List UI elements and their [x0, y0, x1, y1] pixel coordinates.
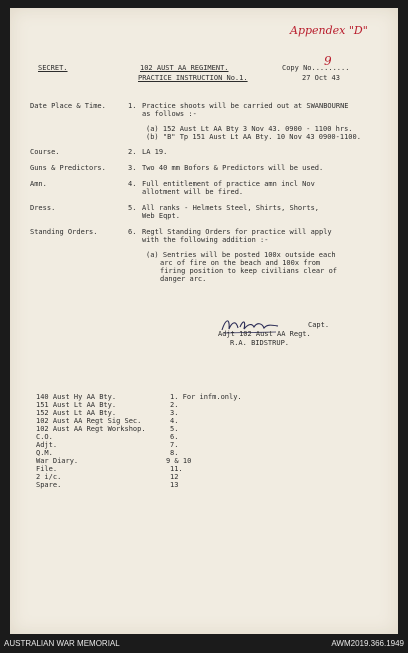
distribution-recipient: Spare.: [36, 481, 62, 489]
item-number: 4.: [128, 180, 137, 188]
item-number: 1.: [128, 102, 137, 110]
signatory-name: R.A. BIDSTRUP.: [230, 339, 290, 347]
distribution-copy: 6.: [170, 433, 179, 441]
security-classification: SECRET.: [38, 64, 68, 72]
item-sub-line: (a) 152 Aust Lt AA Bty 3 Nov 43. 0900 - 1100 hrs.: [146, 125, 353, 133]
distribution-recipient: 151 Aust Lt AA Bty.: [36, 401, 117, 409]
distribution-copy: 9 & 10: [166, 457, 192, 465]
item-number: 2.: [128, 148, 137, 156]
item-number: 3.: [128, 164, 137, 172]
item-label: Standing Orders.: [30, 228, 98, 236]
distribution-recipient: Adjt.: [36, 441, 58, 449]
distribution-copy: 11.: [170, 465, 183, 473]
signatory-appointment: Adjt 102 Aust AA Regt.: [218, 330, 311, 338]
distribution-copy: 3.: [170, 409, 179, 417]
archive-footer: [0, 634, 408, 653]
item-text-line: Two 40 mm Bofors & Predictors will be used.: [142, 164, 324, 172]
distribution-recipient: 102 Aust AA Regt Workshop.: [36, 425, 146, 433]
document-page: [10, 8, 398, 634]
item-text-line: Regtl Standing Orders for practice will apply: [142, 228, 332, 236]
distribution-copy: 5.: [170, 425, 179, 433]
distribution-recipient: 102 Aust AA Regt Sig Sec.: [36, 417, 142, 425]
item-text-line: Full entitlement of practice amn incl Nov: [142, 180, 315, 188]
item-number: 5.: [128, 204, 137, 212]
item-text-line: with the following addition :-: [142, 236, 269, 244]
item-text-line: Practice shoots will be carried out at SWANBOURNE: [142, 102, 349, 110]
document-date: 27 Oct 43: [302, 74, 340, 82]
distribution-copy: 8.: [170, 449, 179, 457]
archive-name: AUSTRALIAN WAR MEMORIAL: [4, 639, 120, 648]
distribution-copy: 7.: [170, 441, 179, 449]
unit-title: 102 AUST AA REGIMENT.: [140, 64, 229, 72]
item-number: 6.: [128, 228, 137, 236]
signatory-rank: Capt.: [308, 321, 330, 329]
distribution-copy: 13: [170, 481, 179, 489]
item-text-line: Web Eqpt.: [142, 212, 180, 220]
item-sub-line: (b) "B" Tp 151 Aust Lt AA Bty. 10 Nov 43 0900-1100.: [146, 133, 361, 141]
item-text-line: as follows :-: [142, 110, 197, 118]
distribution-recipient: Q.M.: [36, 449, 53, 457]
appendix-annotation: Appendex "D": [290, 24, 368, 37]
item-label: Date Place & Time.: [30, 102, 106, 110]
distribution-copy: 1. For infm.only.: [170, 393, 242, 401]
distribution-copy: 12: [170, 473, 179, 481]
distribution-recipient: 2 i/c.: [36, 473, 62, 481]
distribution-recipient: War Diary.: [36, 457, 79, 465]
distribution-recipient: 140 Aust Hy AA Bty.: [36, 393, 117, 401]
item-sub-line: danger arc.: [160, 275, 207, 283]
item-label: Guns & Predictors.: [30, 164, 106, 172]
distribution-recipient: File.: [36, 465, 58, 473]
distribution-copy: 2.: [170, 401, 179, 409]
copy-number: 9: [324, 54, 332, 68]
copy-label: Copy No.........: [282, 64, 350, 72]
distribution-copy: 4.: [170, 417, 179, 425]
item-text-line: LA 19.: [142, 148, 168, 156]
item-text-line: All ranks - Helmets Steel, Shirts, Shorts,: [142, 204, 320, 212]
distribution-recipient: 152 Aust Lt AA Bty.: [36, 409, 117, 417]
item-sub-line: (a) Sentries will be posted 100x outside each: [146, 251, 336, 259]
instruction-title: PRACTICE INSTRUCTION No.1.: [138, 74, 248, 82]
item-label: Dress.: [30, 204, 56, 212]
item-label: Course.: [30, 148, 60, 156]
archive-reference: AWM2019.366.1949: [331, 639, 404, 648]
item-sub-line: firing position to keep civilians clear of: [160, 267, 338, 275]
item-sub-line: arc of fire on the beach and 100x from: [160, 259, 321, 267]
item-text-line: allotment will be fired.: [142, 188, 244, 196]
item-label: Amn.: [30, 180, 47, 188]
distribution-recipient: C.O.: [36, 433, 53, 441]
